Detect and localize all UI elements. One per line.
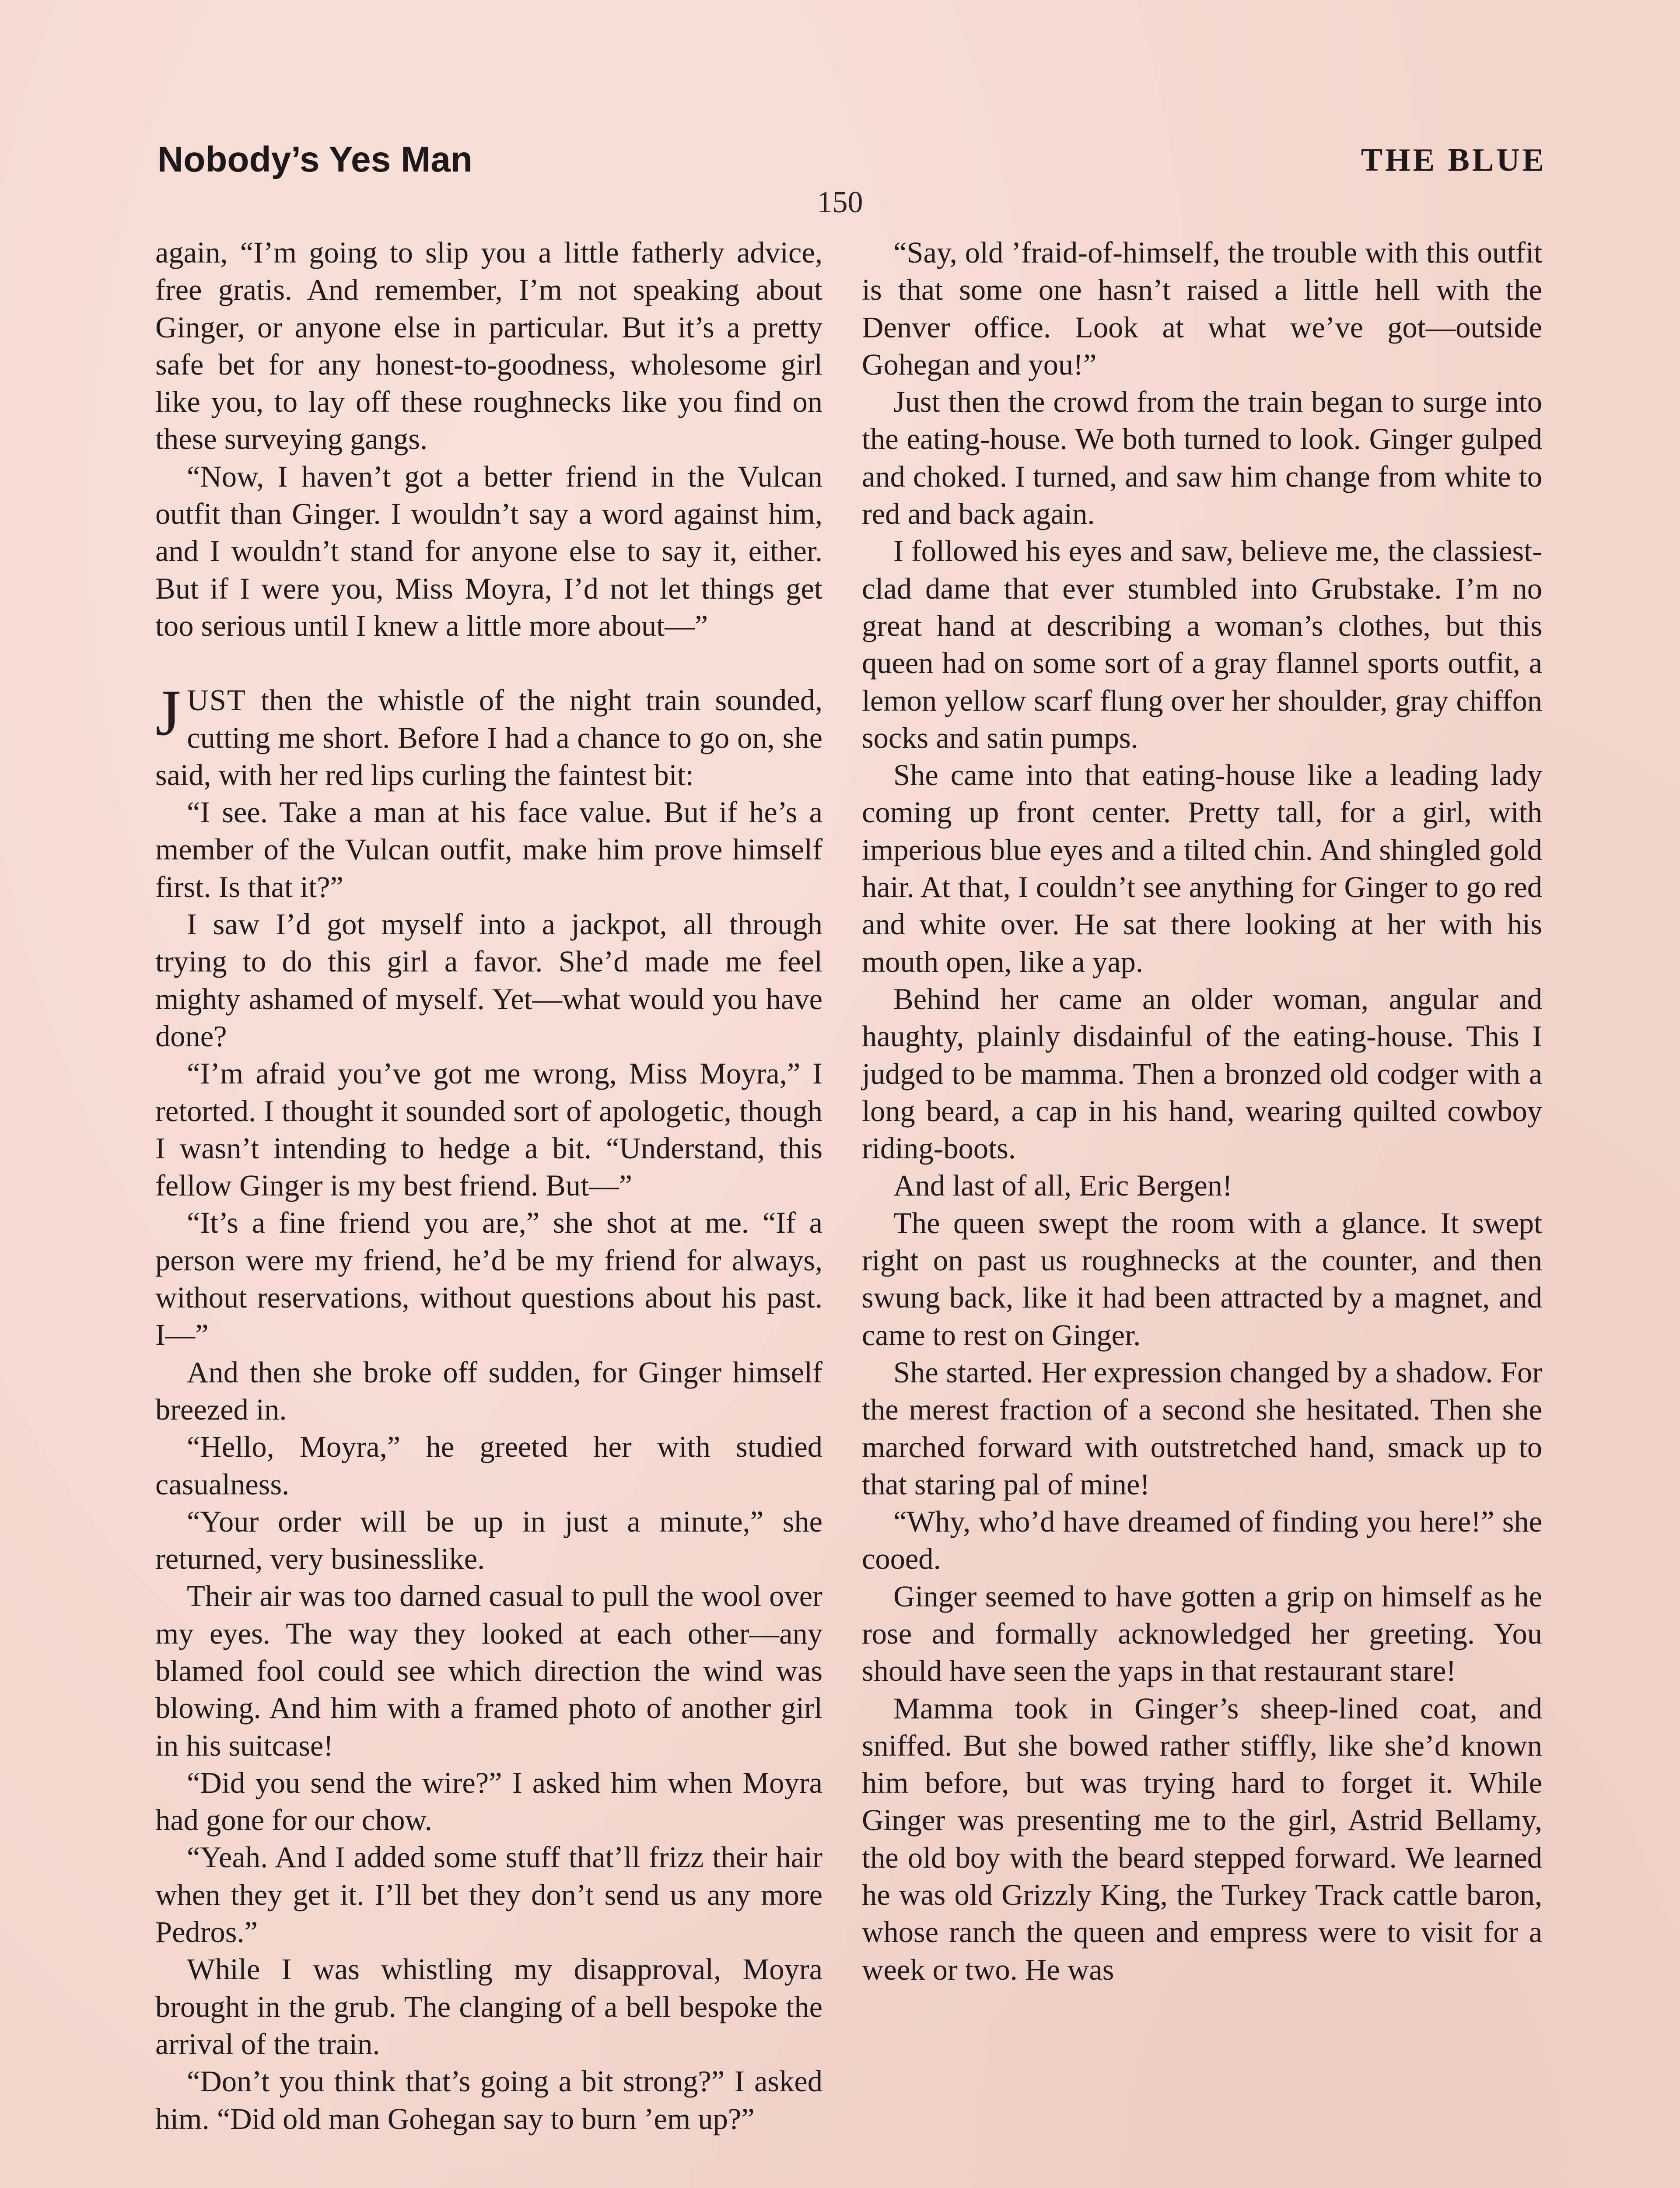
magazine-title: THE BLUE <box>1361 142 1547 178</box>
paragraph: “I’m afraid you’ve got me wrong, Miss Moyra,” I retorted. I thought it sounded sort of apologetic, though I wasn’t intending to hedge a bit. “Understand, this fellow Ginger is my best friend. But—” <box>155 1057 822 1203</box>
paragraph: “Why, who’d have dreamed of finding you here!” she cooed. <box>862 1505 1542 1576</box>
paragraph: “Did you send the wire?” I asked him when Moyra had gone for our chow. <box>155 1766 822 1837</box>
paragraph: Their air was too darned casual to pull the wool over my eyes. The way they looked at each other—any blamed fool could see which direction the wind was blowing. And him with a framed photo of another girl in his suitcase! <box>155 1579 822 1762</box>
paragraph: Behind her came an older woman, angular and haughty, plainly disdainful of the eating-house. This I judged to be mamma. Then a bronzed old codger with a long beard, a cap in his hand, wearing quilted cowboy riding-boots. <box>862 982 1542 1165</box>
paragraph: I saw I’d got myself into a jackpot, all through trying to do this girl a favor. She’d made me feel mighty ashamed of myself. Yet—what would you have done? <box>155 908 822 1053</box>
paragraph: again, “I’m going to slip you a little fatherly advice, free gratis. And remember, I’m not speaking about Ginger, or anyone else in particular. But it’s a pretty safe bet for any honest-to-goodness, wholesome girl like you, to lay off these roughnecks like you find on these surveying gangs. <box>155 236 822 456</box>
paragraph: And then she broke off sudden, for Ginger himself breezed in. <box>155 1355 822 1426</box>
paragraph: She came into that eating-house like a leading lady coming up front center. Pretty tall, for a girl, with imperious blue eyes and a tilted chin. And shingled gold hair. At that, I couldn’t see anything for Ginger to go red and white over. He sat there looking at her with his mouth open, like a yap. <box>862 758 1542 978</box>
paragraph: “Don’t you think that’s going a bit strong?” I asked him. “Did old man Gohegan say to burn ’em up?” <box>155 2065 822 2135</box>
paragraph: “Your order will be up in just a minute,” she returned, very businesslike. <box>155 1504 822 1576</box>
paragraph: “It’s a fine friend you are,” she shot at me. “If a person were my friend, he’d be my friend for always, without reservations, without questions about his past. I—” <box>155 1206 822 1352</box>
lead-in: UST <box>187 684 246 717</box>
right-column <box>862 234 1542 1988</box>
paragraph: She started. Her expression changed by a shadow. For the merest fraction of a second she hesitated. Then she marched forward with outstretched hand, smack up to that staring pal of mine! <box>862 1355 1542 1501</box>
paragraph: “Say, old ’fraid-of-himself, the trouble with this outfit is that some one hasn’t raised a little hell with the Denver office. Look at what we’ve got—outside Gohegan and you!” <box>862 236 1542 381</box>
paragraph-text: then the whistle of the night train sounded, cutting me short. Before I had a chance to go on, she said, with her red lips curling the faintest bit: <box>155 684 822 792</box>
paragraph: While I was whistling my disapproval, Moyra brought in the grub. The clanging of a bell bespoke the arrival of the train. <box>155 1953 822 2061</box>
left-column <box>155 234 822 2138</box>
running-head <box>158 139 1547 187</box>
section-opening-paragraph <box>155 677 822 794</box>
drop-cap: J <box>155 677 181 750</box>
paragraph: Just then the crowd from the train began to surge into the eating-house. We both turned to look. Ginger gulped and choked. I turned, and saw him change from white to red and back again. <box>862 385 1542 531</box>
paragraph: “Hello, Moyra,” he greeted her with studied casualness. <box>155 1430 822 1501</box>
paragraph: The queen swept the room with a glance. It swept right on past us roughnecks at the counter, and then swung back, like it had been attracted by a magnet, and came to rest on Ginger. <box>862 1206 1542 1352</box>
story-title: Nobody’s Yes Man <box>158 140 472 179</box>
paragraph: “Yeah. And I added some stuff that’ll frizz their hair when they get it. I’ll bet they don’t send us any more Pedros.” <box>155 1841 822 1949</box>
paragraph: I followed his eyes and saw, believe me, the classiest-clad dame that ever stumbled into Grubstake. I’m no great hand at describing a woman’s clothes, but this queen had on some sort of a gray flannel sports outfit, a lemon yellow scarf flung over her shoulder, gray chiffon socks and satin pumps. <box>862 534 1542 754</box>
paragraph: Ginger seemed to have gotten a grip on himself as he rose and formally acknowledged her greeting. You should have seen the yaps in that restaurant stare! <box>862 1579 1542 1688</box>
page-number: 150 <box>817 186 863 219</box>
paragraph: “I see. Take a man at his face value. But if he’s a member of the Vulcan outfit, make him prove himself first. Is that it?” <box>155 796 822 904</box>
paragraph: Mamma took in Ginger’s sheep-lined coat, and sniffed. But she bowed rather stiffly, like she’d known him before, but was trying hard to forget it. While Ginger was presenting me to the girl, Astrid Bellamy, the old boy with the beard stepped forward. We learned he was old Grizzly King, the Turkey Track cattle baron, whose ranch the queen and empress were to visit for a week or two. He was <box>862 1691 1542 1986</box>
paragraph: And last of all, Eric Bergen! <box>893 1169 1232 1203</box>
paragraph: “Now, I haven’t got a better friend in the Vulcan outfit than Ginger. I wouldn’t say a word against him, and I wouldn’t stand for anyone else to say it, either. But if I were you, Miss Moyra, I’d not let things get too serious until I knew a little more about—” <box>155 459 822 642</box>
